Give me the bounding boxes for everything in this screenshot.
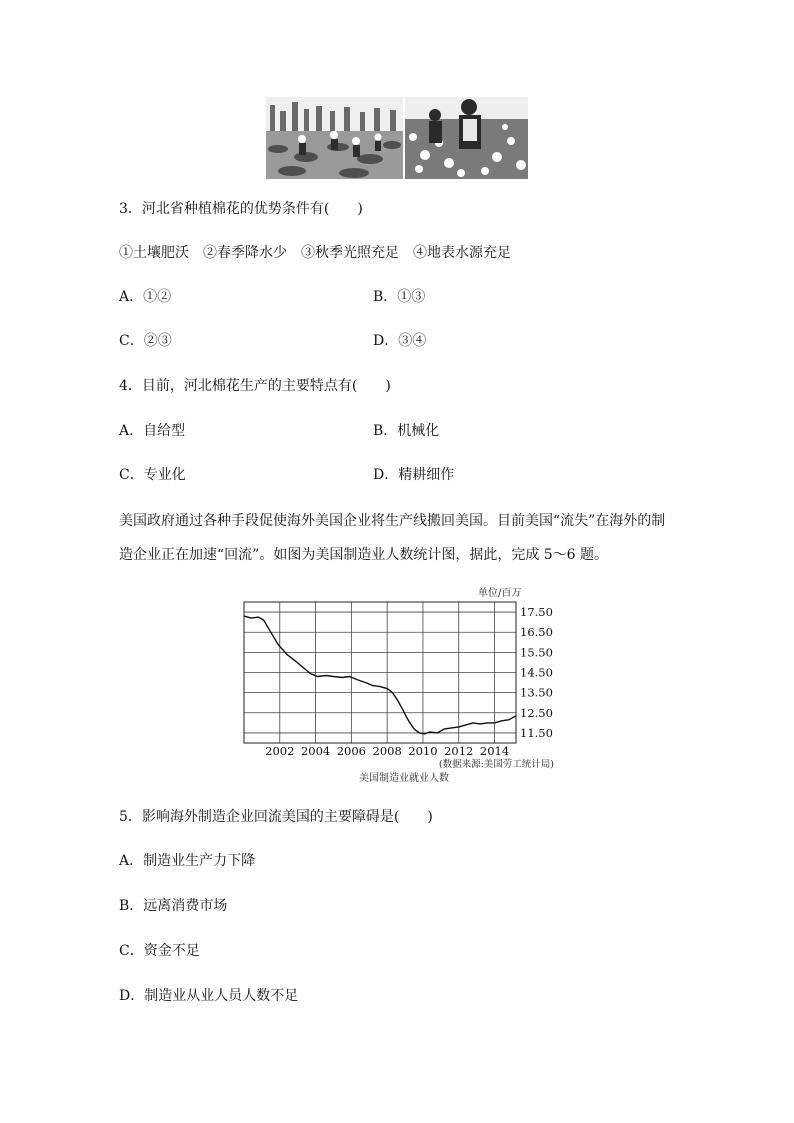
q3-option-b[interactable]: B．①③ <box>373 289 426 305</box>
cotton-field-photo-left <box>266 97 403 179</box>
q4-option-c[interactable]: C．专业化 <box>119 467 186 483</box>
passage-line-1: 美国政府通过各种手段促使海外美国企业将生产线搬回美国。目前美国“流失”在海外的制 <box>119 513 666 529</box>
y-tick-label: 11.50 <box>520 725 553 740</box>
x-tick-label: 2010 <box>408 744 438 758</box>
x-tick-label: 2004 <box>300 744 331 758</box>
passage-line-2: 造企业正在加速“回流”。如图为美国制造业人数统计图，据此，完成 5～6 题。 <box>119 547 609 563</box>
cotton-picking-photo-right <box>405 97 528 179</box>
x-tick-label: 2012 <box>444 744 474 758</box>
y-tick-label: 12.50 <box>520 705 553 720</box>
manufacturing-employment-chart <box>230 582 560 787</box>
q5-option-c[interactable]: C．资金不足 <box>119 943 200 959</box>
y-tick-label: 17.50 <box>520 605 553 620</box>
q4-option-a[interactable]: A．自给型 <box>119 423 186 439</box>
q4-option-b[interactable]: B．机械化 <box>373 423 440 439</box>
y-tick-label: 14.50 <box>520 665 553 680</box>
x-tick-label: 2014 <box>479 744 510 758</box>
q3-option-c[interactable]: C．②③ <box>119 333 172 349</box>
x-tick-label: 2002 <box>265 744 295 758</box>
y-tick-label: 13.50 <box>520 685 553 700</box>
q3-option-d[interactable]: D．③④ <box>373 333 427 349</box>
q3-stem: 3．河北省种植棉花的优势条件有( ) <box>119 201 363 217</box>
q5-stem: 5．影响海外制造企业回流美国的主要障碍是( ) <box>119 809 433 825</box>
chart-source: (数据来源:美国劳工统计局) <box>438 759 554 770</box>
q3-options-line: ①土壤肥沃 ②春季降水少 ③秋季光照充足 ④地表水源充足 <box>119 245 511 261</box>
chart-grid <box>244 602 516 743</box>
q3-option-a[interactable]: A．①② <box>119 289 172 305</box>
x-tick-label: 2006 <box>336 744 367 758</box>
chart-title: 美国制造业就业人数 <box>359 773 449 784</box>
chart-unit-label: 单位/百万 <box>478 588 522 599</box>
q5-option-d[interactable]: D．制造业从业人员人数不足 <box>119 988 299 1004</box>
x-tick-label: 2008 <box>372 744 402 758</box>
q5-option-b[interactable]: B．远离消费市场 <box>119 898 228 914</box>
series-line-manufacturing-employment <box>244 616 516 734</box>
q4-option-d[interactable]: D．精耕细作 <box>373 467 455 483</box>
reading-passage <box>119 504 679 572</box>
q4-stem: 4．目前，河北棉花生产的主要特点有( ) <box>119 378 391 394</box>
y-tick-label: 16.50 <box>520 625 553 640</box>
q5-option-a[interactable]: A．制造业生产力下降 <box>119 853 256 869</box>
y-tick-label: 15.50 <box>520 645 553 660</box>
